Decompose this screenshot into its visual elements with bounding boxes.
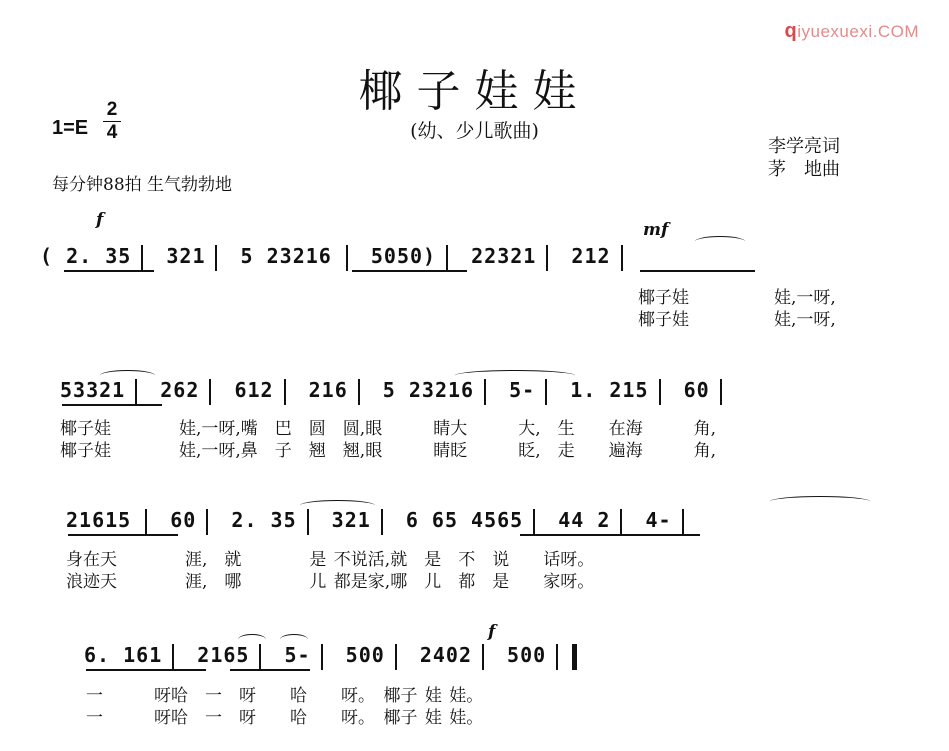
barline [659, 379, 661, 405]
lyric-line-3a: 身在天 涯, 就 是 不说活,就 是 不 说 话呀。 [66, 550, 595, 570]
lyric-line-2b: 椰子娃 娃,一呀,鼻 子 翘 翘,眼 睛眨 眨, 走 遍海 角, [60, 441, 717, 461]
slur [300, 500, 375, 511]
barline [720, 379, 722, 405]
barline [446, 245, 448, 271]
lyric-line-1a: 椰子娃 娃,一呀, [638, 288, 836, 308]
measure: 216 [308, 378, 348, 402]
watermark-logo-letter: q [784, 20, 798, 42]
watermark-text: iyuexuexi.COM [797, 22, 919, 41]
key-signature: 1=E [52, 117, 89, 139]
watermark [785, 20, 919, 43]
measure: 321 [331, 508, 371, 532]
slur [280, 634, 308, 645]
barline [533, 509, 535, 535]
beam [640, 270, 755, 272]
time-signature-top: 2 [106, 99, 118, 120]
barline [546, 245, 548, 271]
barline [206, 509, 208, 535]
score-system-2 [60, 378, 732, 405]
lyric-line-2a: 椰子娃 娃,一呀,嘴 巴 圆 圆,眼 睛大 大, 生 在海 角, [60, 419, 717, 439]
lyric-line-3b: 浪迹天 涯, 哪 儿 都是家,哪 儿 都 是 家呀。 [66, 572, 595, 592]
measure: 21615 [66, 508, 132, 532]
barline [145, 509, 147, 535]
measure: 4- [645, 508, 672, 532]
measure: 2. 35 [66, 244, 132, 268]
measure: 60 [170, 508, 197, 532]
barline [346, 245, 348, 271]
measure: 60 [683, 378, 710, 402]
score-system-3 [66, 508, 694, 535]
measure: 5- [509, 378, 536, 402]
measure: 53321 [60, 378, 126, 402]
beam [86, 669, 206, 671]
close-paren: ) [423, 244, 437, 268]
barline [215, 245, 217, 271]
open-paren: ( [40, 244, 54, 268]
beam [64, 270, 154, 272]
measure: 2402 [419, 643, 472, 667]
slur [695, 236, 745, 247]
barline [358, 379, 360, 405]
barline [482, 644, 484, 670]
lyric-line-1b: 椰子娃 娃,一呀, [638, 310, 836, 330]
measure: 612 [234, 378, 274, 402]
measure: 44 2 [558, 508, 611, 532]
barline [172, 644, 174, 670]
dynamic-forte-1: f [96, 210, 104, 230]
time-signature-bottom: 4 [106, 122, 118, 143]
measure: 212 [571, 244, 611, 268]
lyric-line-4a: 一 呀哈 一 呀 哈 呀。 椰子 娃 娃。 [86, 686, 484, 706]
barline [620, 509, 622, 535]
beam [62, 404, 162, 406]
dynamic-mezzo-forte: mf [643, 220, 669, 240]
barline [381, 509, 383, 535]
barline [556, 644, 558, 670]
beam [68, 534, 178, 536]
measure: 22321 [471, 244, 537, 268]
beam [520, 534, 700, 536]
barline [307, 509, 309, 535]
song-subtitle: (幼、少儿歌曲) [410, 120, 539, 142]
barline [545, 379, 547, 405]
measure: 5 23216 [240, 244, 332, 268]
measure: 2165 [197, 643, 250, 667]
barline [284, 379, 286, 405]
measure: 5050 [370, 244, 424, 268]
barline [682, 509, 684, 535]
lyric-line-4b: 一 呀哈 一 呀 哈 呀。 椰子 娃 娃。 [86, 708, 484, 728]
slur [238, 634, 266, 645]
beam [352, 270, 467, 272]
measure: 5- [284, 643, 311, 667]
final-barline [572, 644, 577, 670]
score-system-1 [40, 244, 633, 271]
measure: 262 [160, 378, 200, 402]
measure: 1. 215 [570, 378, 649, 402]
barline [484, 379, 486, 405]
time-signature [103, 100, 121, 143]
measure: 6. 161 [84, 643, 163, 667]
dynamic-forte-2: f [488, 622, 496, 642]
measure: 5 23216 [382, 378, 475, 402]
barline [259, 644, 261, 670]
lyricist-credit: 李学亮词 [768, 136, 840, 157]
measure: 500 [345, 643, 385, 667]
score-system-4 [84, 643, 587, 670]
composer-credit: 茅 地曲 [768, 159, 840, 180]
barline [321, 644, 323, 670]
measure: 321 [166, 244, 206, 268]
barline [395, 644, 397, 670]
slur [455, 370, 575, 381]
slur [770, 496, 870, 507]
measure: 6 65 4565 [405, 508, 524, 532]
tempo-marking: 每分钟88拍 生气勃勃地 [52, 175, 233, 195]
beam [230, 669, 310, 671]
slur [100, 370, 155, 381]
measure: 500 [507, 643, 547, 667]
barline [209, 379, 211, 405]
barline [621, 245, 623, 271]
barline [135, 379, 137, 405]
measure: 2. 35 [231, 508, 297, 532]
song-title: 椰子娃娃 [358, 66, 591, 117]
barline [141, 245, 143, 271]
